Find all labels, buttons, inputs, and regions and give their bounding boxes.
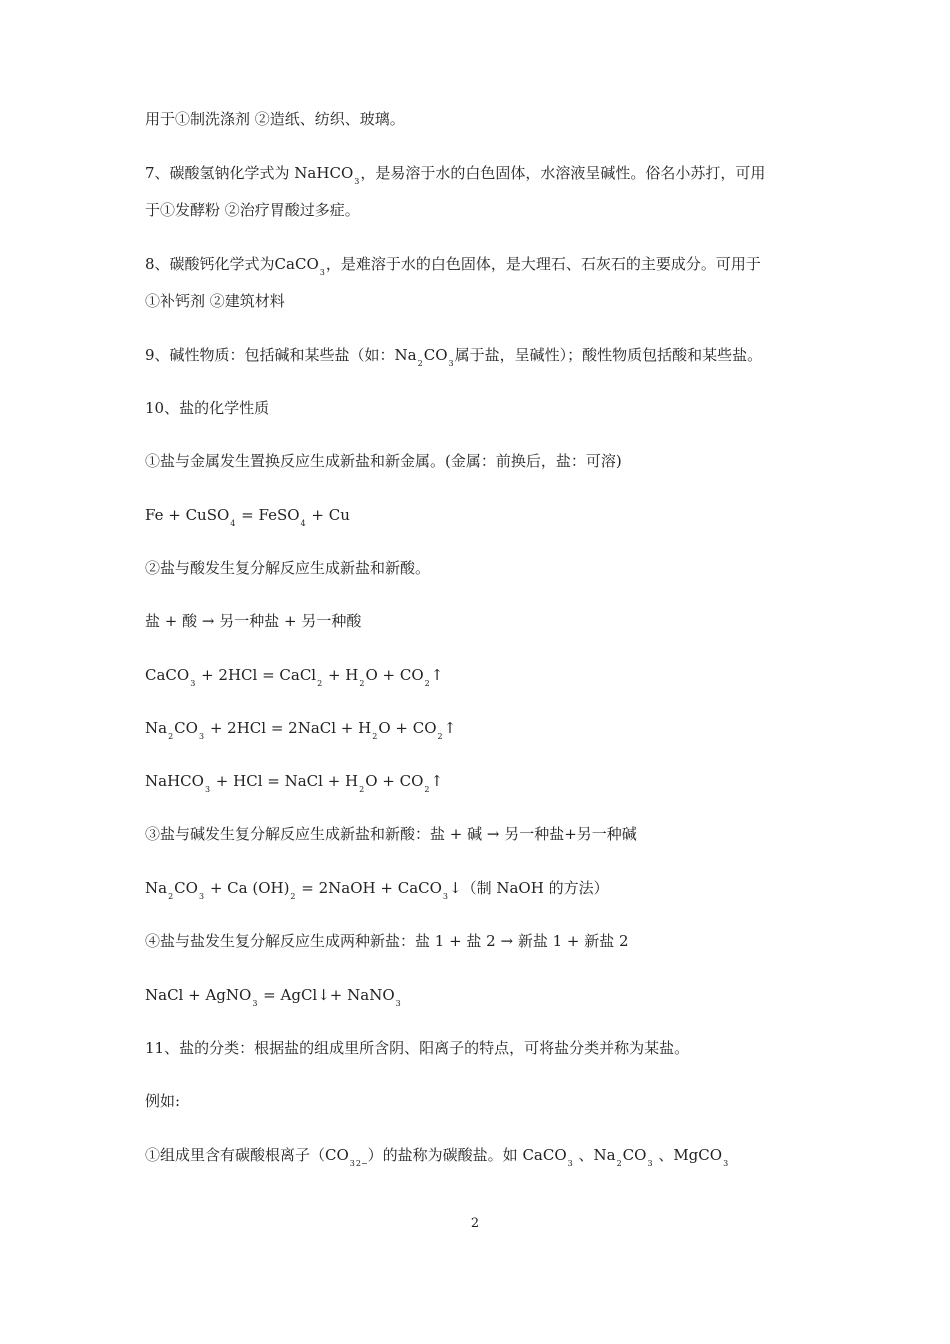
section-heading: 10、盐的化学性质: [145, 399, 270, 417]
text-line: ①补钙剂 ②建筑材料: [145, 292, 285, 310]
page-number: 2: [470, 1216, 480, 1231]
text-line: ③盐与碱发生复分解反应生成新盐和新酸：盐 + 碱 → 另一种盐+另一种碱: [145, 825, 637, 843]
text-line: ④盐与盐发生复分解反应生成两种新盐：盐 1 + 盐 2 → 新盐 1 + 新盐 2: [145, 932, 629, 950]
equation: $Na_2CO_3 + Ca$ $(OH)_2$ = 2NaOH + CaCO$_3$↓（制 NaOH 的方法）: [145, 879, 609, 901]
text-line: ①盐与金属发生置换反应生成新盐和新金属。(金属：前换后，盐：可溶): [145, 452, 622, 470]
equation: Fe + CuSO$_4$ = FeSO$_4$ + Cu: [145, 506, 350, 528]
text-line: 7、碳酸氢钠化学式为 NaHCO$_3$，是易溶于水的白色固体，水溶液呈碱性。俗名小苏打，可用: [145, 164, 766, 186]
equation: $Na_2CO_3 + 2HCl$ = 2NaCl + $H_2O$ + $CO_2↑$: [145, 719, 457, 741]
up-arrow-icon: ↑: [430, 666, 444, 684]
equation: NaCl + AgNO$_3$ = AgCl↓+ NaNO$_3$: [145, 986, 401, 1008]
equation: NaHCO$_3$ + HCl = NaCl + $H_2O$ + $CO_2↑$: [145, 772, 444, 794]
text-line: 用于①制洗涤剂 ②造纸、纺织、玻璃。: [145, 110, 405, 128]
equation: CaCO$_3$ + 2HCl = CaCl$_2$ + $H_2O$ + $CO_2↑$: [145, 666, 444, 688]
text-line: 例如:: [145, 1092, 181, 1110]
text-line: 盐 + 酸 → 另一种盐 + 另一种酸: [145, 612, 362, 630]
text-line: 8、碳酸钙化学式为CaCO$_3$，是难溶于水的白色固体，是大理石、石灰石的主要成分。可用于: [145, 255, 761, 277]
up-arrow-icon: ↑: [430, 772, 444, 790]
text-line: 11、盐的分类：根据盐的组成里所含阴、阳离子的特点，可将盐分类并称为某盐。: [145, 1039, 690, 1057]
text-line: 于①发酵粉 ②治疗胃酸过多症。: [145, 201, 360, 219]
text-line: ②盐与酸发生复分解反应生成新盐和新酸。: [145, 559, 431, 577]
text-line: 9、碱性物质：包括碱和某些盐（如：$Na_2CO_3$属于盐，呈碱性）；酸性物质包括酸和某些盐。: [145, 346, 763, 368]
up-arrow-icon: ↑: [443, 719, 457, 737]
text-line: ①组成里含有碳酸根离子$(CO_3^{2-})$的盐称为碳酸盐。如 CaCO$_3$ 、$Na_2CO_3$ 、MgCO$_3$: [145, 1146, 729, 1168]
